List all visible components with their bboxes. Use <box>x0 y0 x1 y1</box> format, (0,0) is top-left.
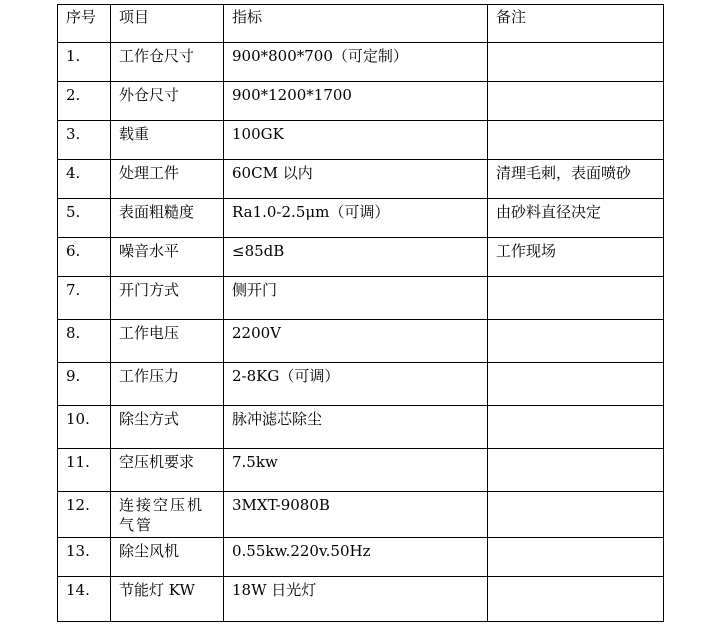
row-item: 载重 <box>111 121 224 160</box>
table-row <box>58 199 664 238</box>
table-row <box>58 43 664 82</box>
row-spec: 3MXT-9080B <box>224 492 488 538</box>
row-note <box>488 43 664 82</box>
table-row <box>58 492 664 538</box>
row-number: 1. <box>58 43 111 82</box>
row-number: 12. <box>58 492 111 538</box>
row-spec: 7.5kw <box>224 449 488 492</box>
table-row <box>58 277 664 320</box>
table-row <box>58 406 664 449</box>
row-item: 除尘风机 <box>111 538 224 577</box>
row-spec: 侧开门 <box>224 277 488 320</box>
row-note: 清理毛刺，表面喷砂 <box>488 160 664 199</box>
row-note <box>488 577 664 622</box>
row-item: 外仓尺寸 <box>111 82 224 121</box>
row-number: 7. <box>58 277 111 320</box>
header-no: 序号 <box>58 5 111 43</box>
row-item: 工作电压 <box>111 320 224 363</box>
row-note <box>488 82 664 121</box>
row-item: 除尘方式 <box>111 406 224 449</box>
row-spec: 60CM 以内 <box>224 160 488 199</box>
row-number: 5. <box>58 199 111 238</box>
row-note <box>488 121 664 160</box>
row-number: 9. <box>58 363 111 406</box>
row-number: 3. <box>58 121 111 160</box>
header-item: 项目 <box>111 5 224 43</box>
row-number: 4. <box>58 160 111 199</box>
row-note <box>488 538 664 577</box>
row-number: 8. <box>58 320 111 363</box>
row-item: 表面粗糙度 <box>111 199 224 238</box>
table-row <box>58 538 664 577</box>
row-spec: ≤85dB <box>224 238 488 277</box>
row-number: 2. <box>58 82 111 121</box>
row-item: 空压机要求 <box>111 449 224 492</box>
row-spec: 脉冲滤芯除尘 <box>224 406 488 449</box>
row-item: 工作压力 <box>111 363 224 406</box>
table-row <box>58 320 664 363</box>
table-row <box>58 363 664 406</box>
row-spec: 0.55kw.220v.50Hz <box>224 538 488 577</box>
row-note <box>488 363 664 406</box>
row-item: 开门方式 <box>111 277 224 320</box>
row-number: 11. <box>58 449 111 492</box>
row-spec: 900*800*700（可定制） <box>224 43 488 82</box>
table-row <box>58 238 664 277</box>
row-note <box>488 492 664 538</box>
row-note <box>488 277 664 320</box>
row-number: 6. <box>58 238 111 277</box>
row-note <box>488 449 664 492</box>
table-row <box>58 577 664 622</box>
header-note: 备注 <box>488 5 664 43</box>
row-spec: Ra1.0-2.5μm（可调） <box>224 199 488 238</box>
row-spec: 100GK <box>224 121 488 160</box>
row-number: 10. <box>58 406 111 449</box>
row-note <box>488 406 664 449</box>
table-row <box>58 82 664 121</box>
spec-table <box>57 4 664 622</box>
row-note: 由砂料直径决定 <box>488 199 664 238</box>
header-spec: 指标 <box>224 5 488 43</box>
table-header-row <box>58 5 664 43</box>
row-spec: 2-8KG（可调） <box>224 363 488 406</box>
row-number: 13. <box>58 538 111 577</box>
table-row <box>58 449 664 492</box>
row-item: 节能灯 KW <box>111 577 224 622</box>
row-item: 工作仓尺寸 <box>111 43 224 82</box>
row-number: 14. <box>58 577 111 622</box>
row-note <box>488 320 664 363</box>
row-note: 工作现场 <box>488 238 664 277</box>
table-row <box>58 121 664 160</box>
row-spec: 2200V <box>224 320 488 363</box>
row-spec: 900*1200*1700 <box>224 82 488 121</box>
row-item: 噪音水平 <box>111 238 224 277</box>
row-spec: 18W 日光灯 <box>224 577 488 622</box>
table-row <box>58 160 664 199</box>
row-item: 连接空压机气管 <box>111 492 224 538</box>
row-item: 处理工件 <box>111 160 224 199</box>
